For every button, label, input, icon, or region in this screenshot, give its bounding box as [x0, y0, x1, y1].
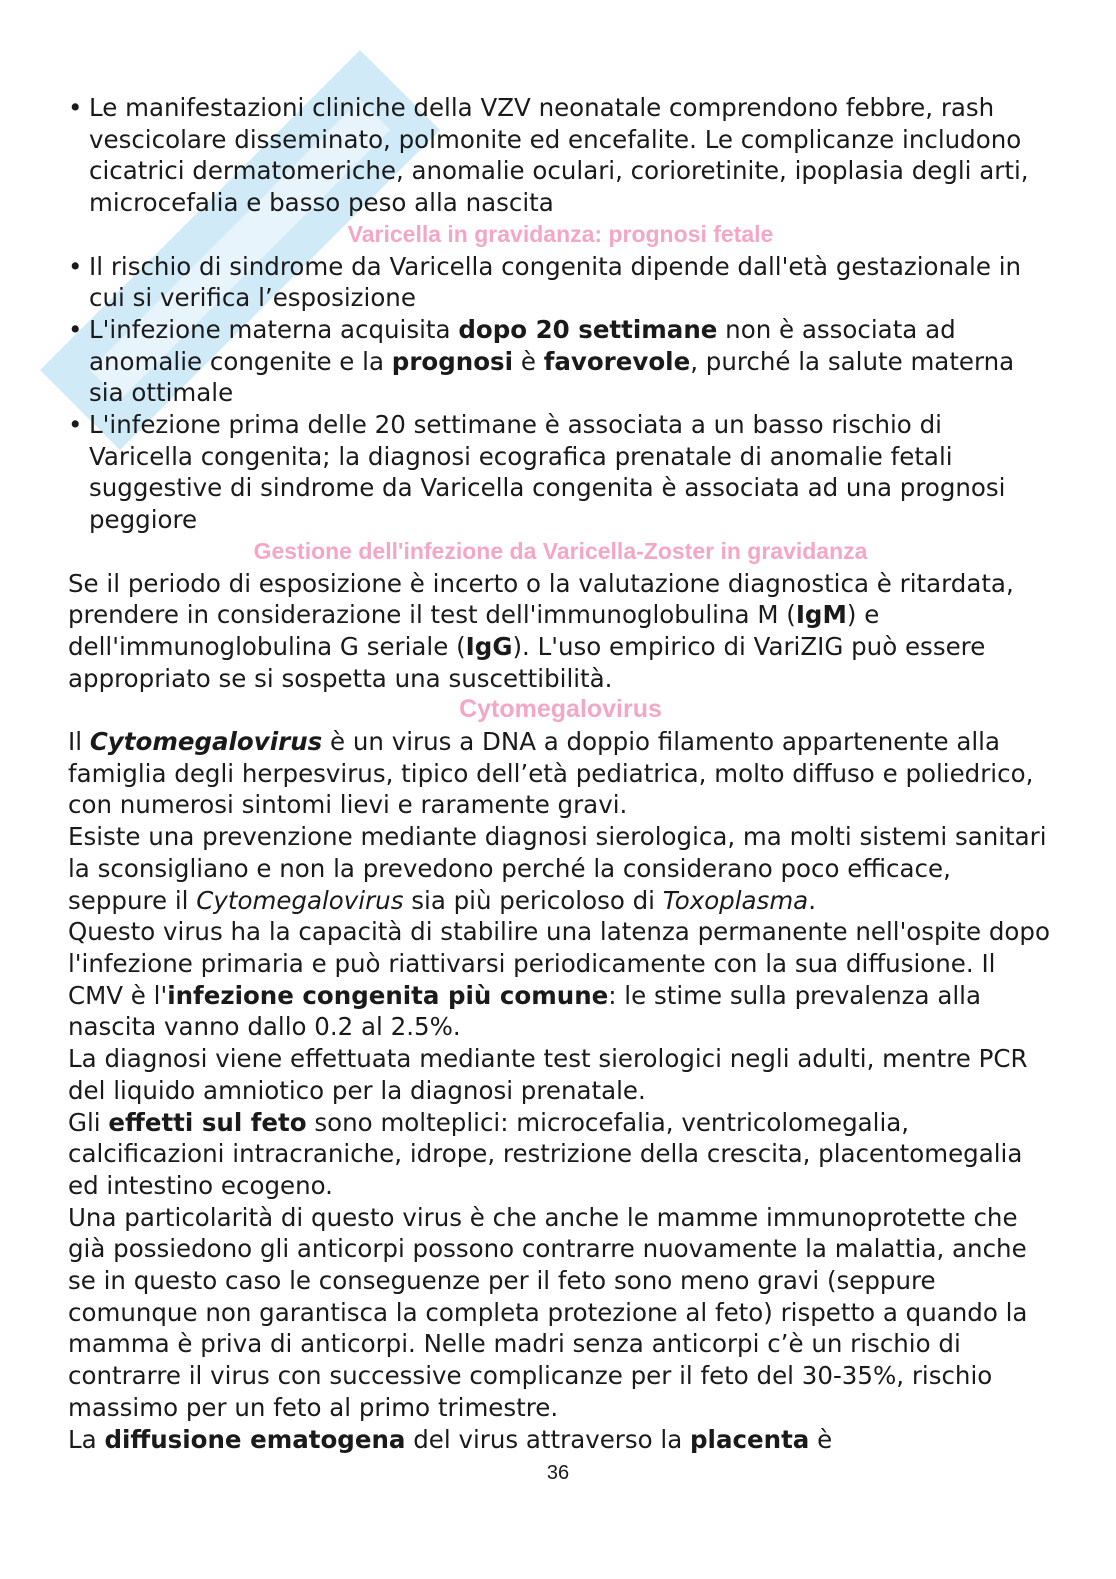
bullet-prima-20: • L'infezione prima delle 20 settimane è associata a un basso rischio di Varicella congenita; la diagnosi ecografica prenatale di anomalie fetali suggestive di sindrome da Varicella congenita è associata ad una prognosi peggiore	[68, 409, 1053, 536]
paragraph-cmv-intro: Il Cytomegalovirus è un virus a DNA a doppio filamento appartenente alla famiglia degli herpesvirus, tipico dell’età pediatrica, molto diffuso e poliedrico, con numerosi sintomi lievi e raramente gravi.	[68, 727, 1034, 820]
document-body	[68, 92, 1053, 1455]
paragraph-cmv-prevenzione: Esiste una prevenzione mediante diagnosi sierologica, ma molti sistemi sanitari la sconsigliano e non la prevedono perché la considerano poco efficace, seppure il Cytomegalovirus sia più pericoloso di Toxoplasma.	[68, 822, 1047, 915]
paragraph-cmv-effetti: Gli effetti sul feto sono molteplici: microcefalia, ventricolomegalia, calcificazioni intracraniche, idrope, restrizione della crescita, placentomegalia ed intestino ecogeno.	[68, 1107, 1023, 1200]
paragraph-cmv-particolarita: Una particolarità di questo virus è che anche le mamme immunoprotette che già possiedono gli anticorpi possono contrarre nuovamente la malattia, anche se in questo caso le conseguenze per il feto sono meno gravi (seppure comunque non garantisca la completa protezione al feto) rispetto a quando la mamma è priva di anticorpi. Nelle madri senza anticorpi c’è un rischio di contrarre il virus con successive complicanze per il feto del 30-35%, rischio massimo per un feto al primo trimestre.	[68, 1202, 1028, 1422]
bullet-dopo-20: • L'infezione materna acquisita dopo 20 settimane non è associata ad anomalie congenite e la prognosi è favorevole, purché la salute materna sia ottimale	[68, 314, 1053, 409]
paragraph-cmv-latenza: Questo virus ha la capacità di stabilire una latenza permanente nell'ospite dopo l'infezione primaria e può riattivarsi periodicamente con la sua diffusione. Il CMV è l'infezione congenita più comune: le stime sulla prevalenza alla nascita vanno dallo 0.2 al 2.5%.	[68, 917, 1050, 1042]
paragraph-cmv-diagnosi: La diagnosi viene effettuata mediante test sierologici negli adulti, mentre PCR del liquido amniotico per la diagnosi prenatale.	[68, 1044, 1028, 1105]
bullet-rischio: • Il rischio di sindrome da Varicella congenita dipende dall'età gestazionale in cui si verifica l’esposizione	[68, 251, 1053, 314]
paragraph-gestione: Se il periodo di esposizione è incerto o la valutazione diagnostica è ritardata, prendere in considerazione il test dell'immunoglobulina M (IgM) e dell'immunoglobulina G seriale (IgG). L'uso empirico di VariZIG può essere appropriato se si sospetta una suscettibilità.	[68, 568, 1014, 693]
page-number: 36	[546, 1462, 570, 1484]
paragraph-cmv-diffusione: La diffusione ematogena del virus attraverso la placenta è	[68, 1424, 833, 1454]
heading-cytomegalovirus: Cytomegalovirus	[459, 695, 662, 724]
heading-gestione: Gestione dell'infezione da Varicella-Zoster in gravidanza	[253, 537, 868, 564]
bullet-manifestazioni: • Le manifestazioni cliniche della VZV neonatale comprendono febbre, rash vescicolare disseminato, polmonite ed encefalite. Le complicanze includono cicatrici dermatomeriche, anomalie oculari, corioretinite, ipoplasia degli arti, microcefalia e basso peso alla nascita	[68, 92, 1053, 219]
heading-prognosi: Varicella in gravidanza: prognosi fetale	[347, 220, 774, 247]
